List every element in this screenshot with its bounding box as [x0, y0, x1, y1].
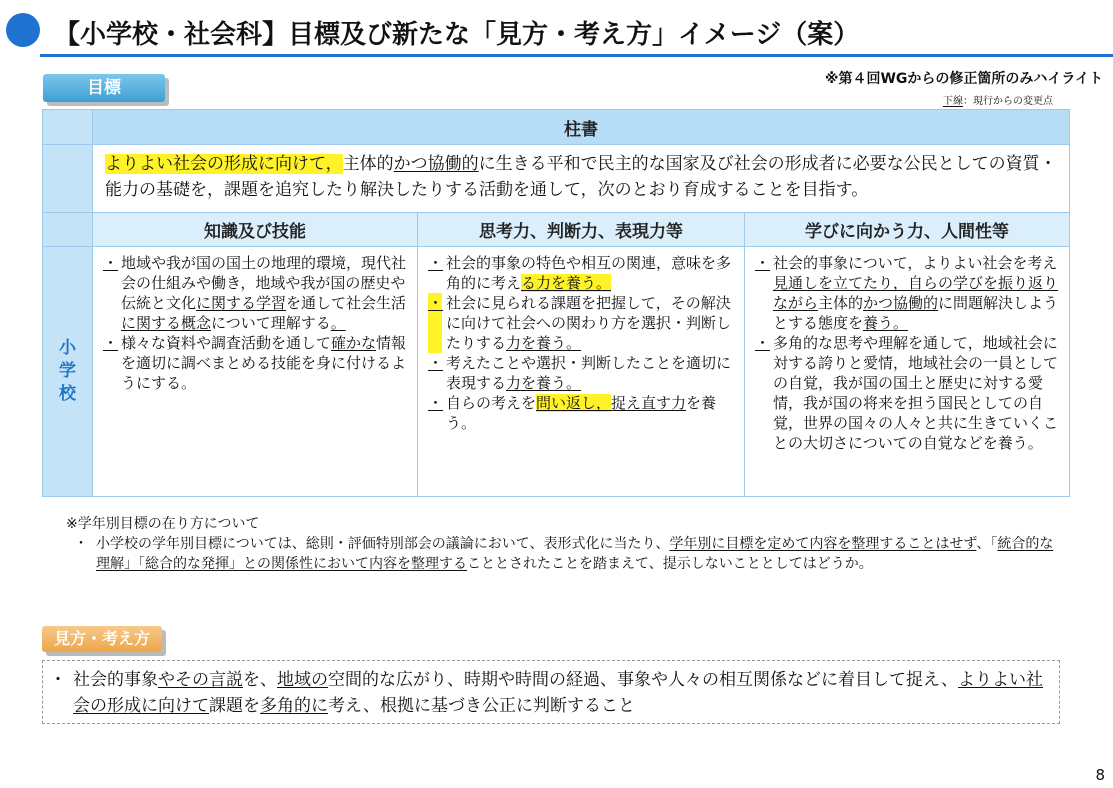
thinking-underline-3: 力を養う。 [506, 374, 582, 392]
page-title: 【小学校・社会科】目標及び新たな「見方・考え方」イメージ（案） [54, 20, 860, 50]
underline-legend [943, 92, 1053, 107]
column-header-attitude: 学びに向かう力、人間性等 [745, 213, 1070, 247]
pillar-underline-1: かつ協働的 [393, 154, 479, 174]
thinking-cell [418, 247, 745, 497]
list-item [755, 253, 1061, 333]
page-number: 8 [1095, 766, 1105, 784]
thinking-underline-4: 捉え直す力 [611, 394, 687, 412]
knowledge-text-3: について理解する [211, 314, 331, 332]
knowledge-text-5: 情報を適切に調べまとめる技能を身に付けるようにする。 [121, 334, 407, 392]
attitude-underline-2: かつ協働的 [863, 294, 939, 312]
bullet: ・ [428, 254, 444, 272]
view-text-2: を、 [243, 670, 277, 690]
attitude-cell [745, 247, 1070, 497]
column-header-knowledge: 知識及び技能 [93, 213, 418, 247]
remarks-item [66, 534, 1056, 574]
attitude-text-3: に問題解決しようとする態度を [773, 294, 1059, 332]
view-underline-2: 地域の [277, 670, 328, 690]
attitude-underline-1: 見通しを立てたり，自らの学びを振り返りながら [773, 274, 1059, 312]
bullet: ・ [428, 394, 444, 412]
goals-table [42, 109, 1070, 497]
bullet-highlighted: ・ [428, 293, 442, 353]
table-corner [43, 110, 93, 145]
title-bar [0, 0, 1113, 60]
pillar-text [93, 145, 1070, 213]
column-header-thinking: 思考力、判断力、表現力等 [418, 213, 745, 247]
remarks-text-1: 小学校の学年別目標については、総則・評価特別部会の議論において、表形式化に当たり、 [96, 536, 670, 552]
pillar-header: 柱書 [93, 110, 1070, 145]
remarks-text-2: 、「 [976, 536, 998, 552]
side-label-char-2: 学 [59, 361, 76, 381]
knowledge-underline-1: に関する学習 [196, 294, 287, 312]
thinking-underline-2: 力を養う。 [506, 334, 582, 352]
view-text-3: 空間的な広がり、時期や時間の経過、事象や人々の相互関係などに着目して捉え、 [328, 670, 959, 690]
knowledge-underline-3: 。 [330, 314, 346, 332]
thinking-text-2: 社会に見られる課題を把握して，その解決に向けて社会への関わり方を選択・判断したりする [446, 294, 732, 352]
bullet: ・ [49, 670, 67, 690]
attitude-text-2: 主体的 [818, 294, 864, 312]
remarks-text-3: こととされたことを踏まえて、提示しないこととしてはどうか。 [467, 556, 873, 572]
title-bullet-circle [6, 13, 40, 47]
pillar-text-1: 主体的 [342, 154, 394, 174]
goal-badge: 目標 [43, 74, 165, 102]
bullet: ・ [428, 354, 444, 372]
list-item [428, 393, 736, 433]
side-cell-pillar [43, 145, 93, 213]
thinking-text-4: 自らの考えを [446, 394, 537, 412]
bullet: ・ [755, 254, 771, 272]
side-label-char-1: 小 [59, 338, 76, 358]
attitude-text-4: 多角的な思考や理解を通して，地域社会に対する誇りと愛情，地域社会の一員としての自覚，我が国の国土と歴史に対する愛情，我が国の将来を担う国民としての自覚，世界の国々の人々と共に生きていくことの大切さについての自覚などを養う。 [773, 334, 1059, 452]
thinking-highlight-1: る力を養う。 [521, 274, 612, 292]
list-item [103, 253, 409, 333]
thinking-text-3: 考えたことや選択・判断したことを適切に表現する [446, 354, 732, 392]
remarks-section [66, 514, 1056, 574]
thinking-text-5: を養う。 [446, 394, 717, 432]
knowledge-cell [93, 247, 418, 497]
bullet: ・ [755, 334, 771, 352]
legend-underline-word: 下線 [943, 96, 963, 107]
title-underline [40, 54, 1113, 57]
view-text-4: 課題を [209, 696, 260, 716]
list-item [755, 333, 1061, 453]
elementary-school-label [43, 247, 93, 497]
view-underline-1: やその言説 [158, 670, 243, 690]
list-item [428, 353, 736, 393]
view-underline-3: よりよい社会の形成に向けて [73, 670, 1044, 716]
remarks-underline-1: 学年別に目標を定めて内容を整理することはせず [669, 536, 977, 552]
side-cell-columns [43, 213, 93, 247]
remarks-underline-2: 統合的な理解」「総合的な発揮」との関係性において内容を整理する [96, 536, 1054, 572]
list-item [428, 293, 736, 353]
list-item [428, 253, 736, 293]
highlight-note: ※第４回WGからの修正箇所のみハイライト [824, 71, 1103, 87]
knowledge-text-2: を通して社会生活 [286, 294, 407, 312]
legend-text: ：現行からの変更点 [963, 96, 1053, 107]
side-label-char-3: 校 [59, 384, 76, 404]
view-item [43, 667, 1059, 719]
view-box [42, 660, 1060, 724]
bullet: ・ [74, 536, 88, 552]
bullet: ・ [103, 334, 119, 352]
attitude-text-1: 社会的事象について，よりよい社会を考え [773, 254, 1058, 272]
thinking-text-1: 社会的事象の特色や相互の関連，意味を多角的に考え [446, 254, 732, 292]
knowledge-underline-4: 確かな [331, 334, 377, 352]
bullet: ・ [103, 254, 119, 272]
view-underline-4: 多角的に [260, 696, 328, 716]
knowledge-text-1: 地域や我が国の国土の地理的環境，現代社会の仕組みや働き，地域や我が国の歴史や伝統と文化 [121, 254, 407, 312]
view-text-5: 考え、根拠に基づき公正に判断すること [328, 696, 636, 716]
thinking-highlight-4: 問い返し， [536, 394, 612, 412]
pillar-highlight: よりよい社会の形成に向けて， [105, 154, 343, 174]
knowledge-text-4: 様々な資料や調査活動を通して [121, 334, 332, 352]
view-badge: 見方・考え方 [42, 626, 162, 652]
attitude-underline-3: 養う。 [863, 314, 909, 332]
list-item [103, 333, 409, 393]
knowledge-underline-2: に関する概念 [121, 314, 212, 332]
remarks-heading: ※学年別目標の在り方について [66, 516, 260, 532]
view-text-1: 社会的事象 [73, 670, 158, 690]
pillar-text-2: に生きる平和で民主的な国家及び社会の形成者に必要な公民としての資質・能力の基礎を，課題を追究したり解決したりする活動を通して，次のとおり育成することを目指す。 [105, 154, 1057, 200]
